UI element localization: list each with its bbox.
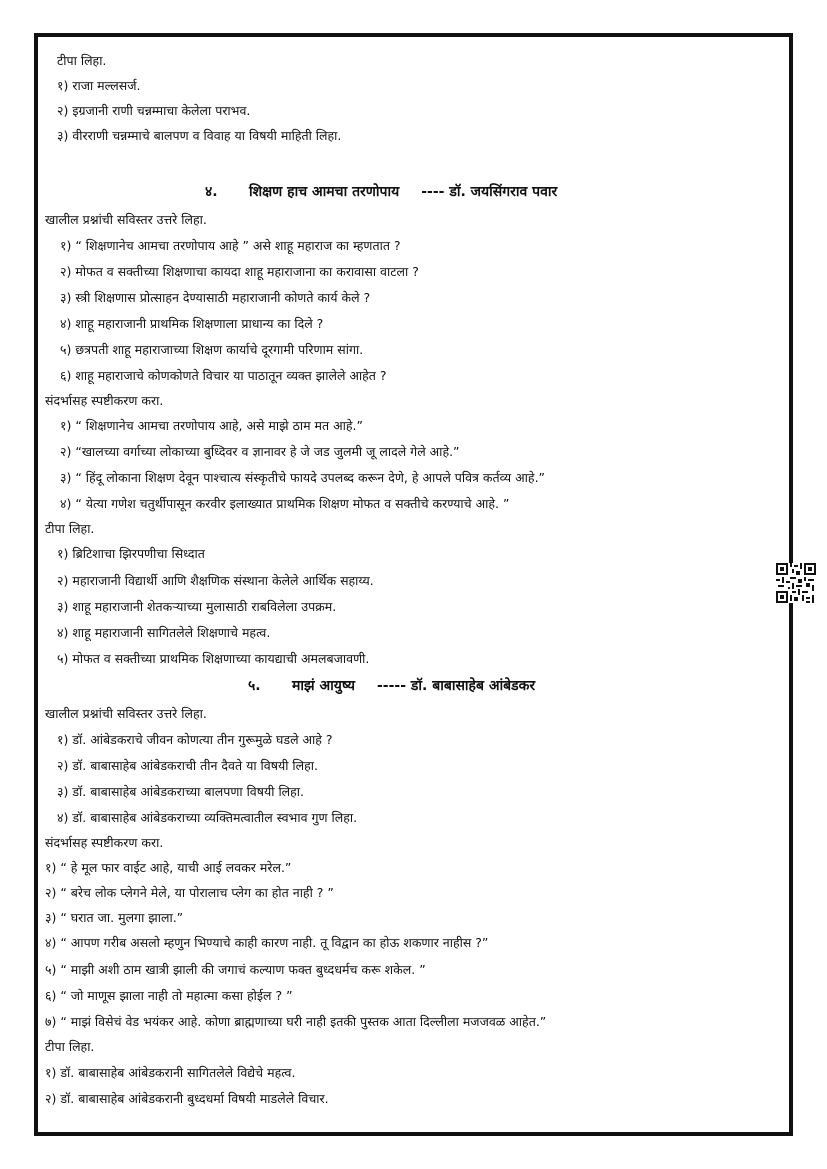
s4-question-3: ३) स्त्री शिक्षणास प्रोत्साहन देण्यासाठी महाराजानी कोणते कार्य केले ? [60,290,371,305]
s5-context-heading: संदर्भासह स्पष्टीकरण करा. [45,835,164,850]
s5-number: ५. [248,678,261,694]
s4-title: शिक्षण हाच आमचा तरणोपाय [249,184,400,200]
qr-code-icon [776,563,816,603]
s4-question-5: ५) छत्रपती शाहू महाराजाच्या शिक्षण कार्याचे दूरगामी परिणाम सांगा. [60,342,364,357]
s4-note-3: ३) शाहू महाराजानी शेतकऱ्याच्या मुलासाठी राबविलेला उपक्रम. [57,599,337,614]
s5-context-2: २) “ बरेच लोक प्लेगने मेले, या पोरालाच प्लेग का होत नाही ? ” [45,885,334,900]
s5-note-1: १) डॉ. बाबासाहेब आंबेडकरानी सागितलेले विद्येचे महत्व. [45,1065,296,1080]
s4-context-2: २) “खालच्या वर्गाच्या लोकाच्या बुध्दिवर व ज्ञानावर हे जे जड जुलमी जू लादले गेले आहे.” [60,444,460,459]
s3-note-1: १) राजा मल्लसर्ज. [57,78,141,93]
s3-note-3: ३) वीरराणी चन्नम्माचे बालपण व विवाह या विषयी माहिती लिहा. [57,128,342,143]
s4-number: ४. [205,184,218,200]
s4-author: ---- डॉ. जयसिंगराव पवार [421,184,558,200]
s5-questions-heading: खालील प्रश्नांची सविस्तर उत्तरे लिहा. [45,706,207,721]
s4-note-1: १) ब्रिटिशाचा झिरपणीचा सिध्दात [57,546,205,561]
s5-context-7: ७) “ माझं विसेचं वेड भयंकर आहे. कोणा ब्राह्मणाच्या घरी नाही इतकी पुस्तक आता दिल्लीला मजजवळ आहेत.” [45,1014,547,1029]
s4-context-3: ३) “ हिंदू लोकाना शिक्षण देवून पाश्चात्य संस्कृतीचे फायदे उपलब्द करून देणे, हे आपले पवित्र कर्तव्य आहे.” [60,470,546,485]
s4-note-2: २) महाराजानी विद्यार्थी आणि शैक्षणिक संस्थाना केलेले आर्थिक सहाय्य. [57,573,374,588]
s5-question-2: २) डॉ. बाबासाहेब आंबेडकराची तीन दैवते या विषयी लिहा. [57,758,318,773]
s4-question-6: ६) शाहू महाराजाचे कोणकोणते विचार या पाठातून व्यक्त झालेले आहेत ? [60,368,387,383]
s5-context-4: ४) “ आपण गरीब असलो म्हणुन भिण्याचे काही कारण नाही. तू विद्वान का होऊ शकणार नाहीस ?” [45,935,489,950]
s5-title: माझं आयुष्य [292,678,355,694]
s5-author: ----- डॉ. बाबासाहेब आंबेडकर [376,678,536,694]
s4-heading [205,182,557,201]
s4-question-2: २) मोफत व सक्तीच्या शिक्षणाचा कायदा शाहू महाराजाना का करावासा वाटला ? [60,264,419,279]
s5-context-3: ३) “ घरात जा. मुलगा झाला.” [45,910,184,925]
s5-question-1: १) डॉ. आंबेडकराचे जीवन कोणत्या तीन गुरूमुळे घडले आहे ? [57,732,333,747]
s4-question-4: ४) शाहू महाराजानी प्राथमिक शिक्षणाला प्राधान्य का दिले ? [60,316,324,331]
s3-tipa-heading: टीपा लिहा. [57,53,107,68]
s4-context-heading: संदर्भासह स्पष्टीकरण करा. [45,393,164,408]
s4-questions-heading: खालील प्रश्नांची सविस्तर उत्तरे लिहा. [45,212,207,227]
s4-context-4: ४) “ येत्या गणेश चतुर्थीपासून करवीर इलाख्यात प्राथमिक शिक्षण मोफत व सक्तीचे करण्याचे आहे. ” [60,496,510,511]
s5-question-3: ३) डॉ. बाबासाहेब आंबेडकराच्या बालपणा विषयी लिहा. [57,784,305,799]
s4-context-1: १) “ शिक्षणानेच आमचा तरणोपाय आहे, असे माझे ठाम मत आहे.” [60,418,363,433]
s5-tipa-heading: टीपा लिहा. [45,1039,95,1054]
s5-context-1: १) “ हे मूल फार वाईट आहे, याची आई लवकर मरेल.” [45,860,292,875]
s5-heading [248,676,535,695]
s4-question-1: १) “ शिक्षणानेच आमचा तरणोपाय आहे ” असे शाहू महाराज का म्हणतात ? [60,238,401,253]
s4-tipa-heading: टीपा लिहा. [45,521,95,536]
s5-question-4: ४) डॉ. बाबासाहेब आंबेडकराच्या व्यक्तिमत्वातील स्वभाव गुण लिहा. [57,810,358,825]
s3-note-2: २) इग्रजानी राणी चन्नम्माचा केलेला पराभव. [57,103,251,118]
s4-note-4: ४) शाहू महाराजानी सागितलेले शिक्षणाचे महत्व. [57,625,271,640]
s4-note-5: ५) मोफत व सक्तीच्या प्राथमिक शिक्षणाच्या कायद्याची अमलबजावणी. [57,651,370,666]
s5-context-6: ६) “ जो माणूस झाला नाही तो महात्मा कसा होईल ? ” [45,988,293,1003]
s5-context-5: ५) “ माझी अशी ठाम खात्री झाली की जगाचं कल्याण फक्त बुध्दधर्मच करू शकेल. ” [45,962,426,977]
s5-note-2: २) डॉ. बाबासाहेब आंबेडकरानी बुध्दधर्मा विषयी माडलेले विचार. [45,1091,329,1106]
